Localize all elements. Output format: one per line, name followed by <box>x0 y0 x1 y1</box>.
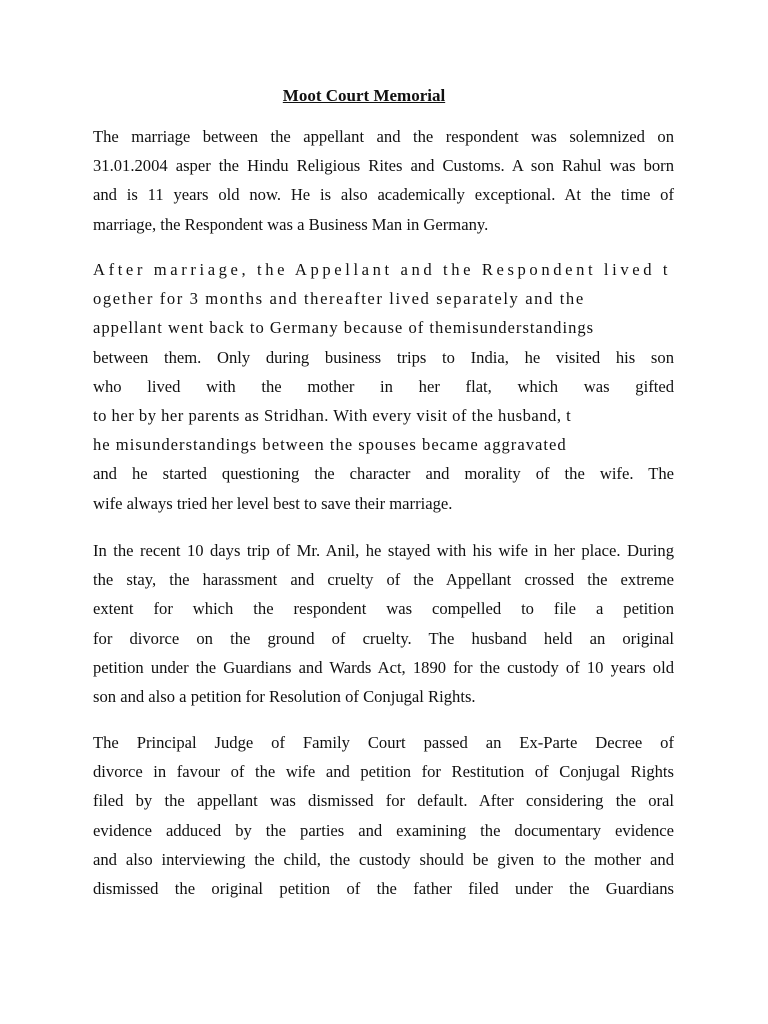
text-line: filed by the appellant was dismissed for default. After considering the oral <box>93 791 674 811</box>
text-line: who lived with the mother in her flat, which was gifted <box>93 376 674 396</box>
text-line: extent for which the respondent was compelled to file a petition <box>93 599 674 619</box>
text-line: to her by her parents as Stridhan. With every visit of the husband, t <box>93 405 572 425</box>
text-line: 31.01.2004 asper the Hindu Religious Rites and Customs. A son Rahul was born <box>93 156 674 176</box>
paragraph-1 <box>93 122 674 239</box>
text-line: marriage, the Respondent was a Business Man in Germany. <box>93 214 489 234</box>
text-line: he misunderstandings between the spouses became aggravated <box>93 435 567 455</box>
text-line: In the recent 10 days trip of Mr. Anil, he stayed with his wife in her place. During <box>93 541 674 560</box>
text-line: The Principal Judge of Family Court passed an Ex-Parte Decree of <box>93 733 674 752</box>
text-line: petition under the Guardians and Wards Act, 1890 for the custody of 10 years old <box>93 657 674 677</box>
paragraph-4 <box>93 728 674 903</box>
text-line: After marriage, the Appellant and the Respondent lived t <box>93 260 672 279</box>
text-line: evidence adduced by the parties and examining the documentary evidence <box>93 820 674 840</box>
text-line: wife always tried her level best to save their marriage. <box>93 493 453 513</box>
text-line: for divorce on the ground of cruelty. The husband held an original <box>93 628 674 648</box>
text-line: and he started questioning the character and morality of the wife. The <box>93 464 674 484</box>
page-title: Moot Court Memorial <box>282 86 446 105</box>
text-line: dismissed the original petition of the father filed under the Guardians <box>93 878 674 898</box>
text-line: The marriage between the appellant and the respondent was solemnized on <box>93 127 674 146</box>
text-line: divorce in favour of the wife and petition for Restitution of Conjugal Rights <box>93 762 674 782</box>
paragraph-2 <box>93 255 674 518</box>
text-line: between them. Only during business trips to India, he visited his son <box>93 347 674 367</box>
text-line: appellant went back to Germany because of themisunderstandings <box>93 318 595 338</box>
text-line: the stay, the harassment and cruelty of the Appellant crossed the extreme <box>93 570 674 590</box>
paragraph-3 <box>93 536 674 711</box>
text-line: ogether for 3 months and thereafter lived separately and the <box>93 289 585 309</box>
text-line: and also interviewing the child, the custody should be given to the mother and <box>93 849 674 869</box>
text-line: and is 11 years old now. He is also academically exceptional. At the time of <box>93 185 674 205</box>
text-line: son and also a petition for Resolution of Conjugal Rights. <box>93 686 476 706</box>
